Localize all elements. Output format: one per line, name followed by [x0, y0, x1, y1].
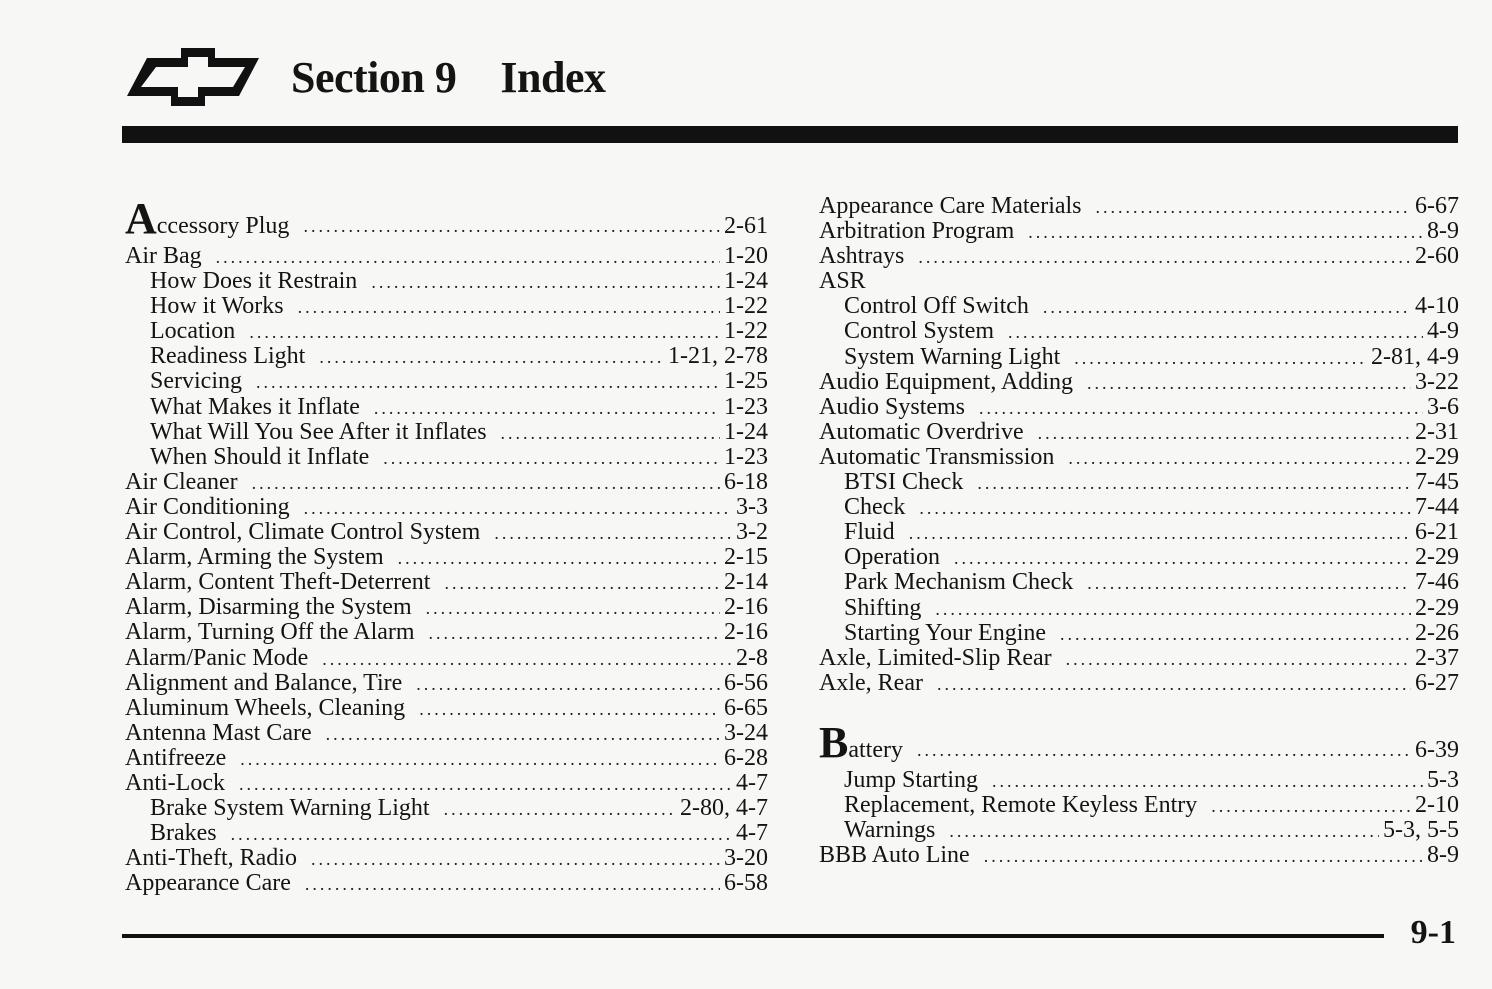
index-subentry: [125, 796, 768, 821]
entry-page-ref: 6-21: [1415, 519, 1459, 546]
dot-leader: [239, 772, 732, 797]
entry-label: What Makes it Inflate: [150, 393, 360, 420]
dot-leader: [917, 732, 1411, 768]
entry-page-ref: 6-39: [1415, 736, 1459, 763]
index-subentry: [125, 294, 768, 319]
entry-label: Axle, Rear: [819, 669, 923, 696]
index-subentry: [819, 345, 1459, 370]
entry-label: Audio Equipment, Adding: [819, 368, 1073, 395]
entry-page-ref: 2-10: [1415, 791, 1459, 818]
dot-leader: [249, 320, 720, 345]
dot-leader: [326, 722, 720, 747]
entry-page-ref: 4-9: [1427, 318, 1459, 345]
index-entry: [125, 846, 768, 871]
entry-label: BBB Auto Line: [819, 842, 970, 869]
entry-label: Automatic Transmission: [819, 443, 1055, 470]
entry-page-ref: 6-18: [724, 468, 768, 495]
entry-page-ref: 1-21, 2-78: [668, 343, 768, 370]
dot-leader: [949, 819, 1379, 844]
dot-leader: [298, 295, 720, 320]
dot-leader: [416, 672, 720, 697]
dot-leader: [984, 844, 1423, 869]
entry-label: Arbitration Program: [819, 218, 1015, 245]
entry-label: Air Control, Climate Control System: [125, 519, 481, 546]
index-entry: [819, 420, 1459, 445]
dot-leader: [311, 847, 720, 872]
entry-page-ref: 8-9: [1427, 842, 1459, 869]
index-subentry: [125, 420, 768, 445]
dot-leader: [231, 822, 732, 847]
entry-label: Control System: [844, 318, 995, 345]
index-entry: [125, 620, 768, 645]
dot-leader: [240, 747, 720, 772]
index-subentry: [819, 470, 1459, 495]
entry-page-ref: 1-24: [724, 418, 768, 445]
dot-leader: [494, 521, 732, 546]
entry-label: Warnings: [844, 817, 936, 844]
index-column-left: [125, 194, 768, 896]
index-entry: [819, 244, 1459, 269]
entry-label-rest: ccessory Plug: [156, 213, 290, 239]
footer-rule: [122, 934, 1384, 938]
entry-label: Brakes: [150, 820, 217, 847]
index-entry: [125, 545, 768, 570]
entry-label: BTSI Check: [844, 469, 964, 496]
letter-initial: B: [819, 717, 849, 767]
entry-page-ref: 2-31: [1415, 418, 1459, 445]
entry-label: ASR: [819, 268, 866, 295]
dot-leader: [426, 596, 720, 621]
dot-leader: [1060, 622, 1411, 647]
dot-leader: [909, 521, 1411, 546]
dot-leader: [398, 546, 720, 571]
index-subentry: [819, 818, 1459, 843]
entry-page-ref: 6-58: [724, 870, 768, 897]
dot-leader: [1068, 446, 1411, 471]
entry-label: Anti-Theft, Radio: [125, 845, 297, 872]
index-subentry: [125, 319, 768, 344]
dot-leader: [977, 471, 1411, 496]
entry-label: Alignment and Balance, Tire: [125, 669, 403, 696]
dot-leader: [1096, 195, 1411, 220]
index-entry: [125, 520, 768, 545]
entry-label: Brake System Warning Light: [150, 795, 430, 822]
index-subentry: [125, 369, 768, 394]
index-subentry: [819, 520, 1459, 545]
entry-page-ref: 2-29: [1415, 594, 1459, 621]
dot-leader: [918, 245, 1411, 270]
dot-leader: [383, 446, 720, 471]
dot-leader: [1043, 295, 1411, 320]
index-entry: [125, 646, 768, 671]
dot-leader: [919, 496, 1411, 521]
entry-page-ref: 6-67: [1415, 193, 1459, 219]
entry-label: Servicing: [150, 368, 242, 395]
dot-leader: [444, 797, 676, 822]
index-entry: [125, 746, 768, 771]
entry-label: Axle, Limited-Slip Rear: [819, 644, 1052, 671]
header-rule: [122, 126, 1458, 143]
letter-initial: A: [125, 194, 157, 243]
entry-label: Aluminum Wheels, Cleaning: [125, 694, 406, 721]
entry-label: How Does it Restrain: [150, 268, 358, 295]
entry-label: Location: [150, 318, 236, 345]
entry-page-ref: 2-61: [724, 213, 768, 239]
index-subentry: [819, 545, 1459, 570]
entry-label: How it Works: [150, 293, 284, 320]
index-entry: [819, 194, 1459, 219]
entry-label: Anti-Lock: [125, 769, 225, 796]
index-subentry: [125, 344, 768, 369]
index-subentry: [819, 768, 1459, 793]
index-entry: [125, 470, 768, 495]
dot-leader: [992, 769, 1423, 794]
entry-page-ref: 4-10: [1415, 293, 1459, 320]
entry-label: Control Off Switch: [844, 293, 1029, 320]
entry-label: Air Conditioning: [125, 493, 290, 520]
dot-leader: [954, 546, 1411, 571]
index-subentry: [819, 570, 1459, 595]
dot-leader: [501, 421, 720, 446]
entry-page-ref: 2-14: [724, 569, 768, 596]
entry-page-ref: 3-24: [724, 719, 768, 746]
entry-page-ref: 2-16: [724, 594, 768, 621]
entry-label: Starting Your Engine: [844, 619, 1047, 646]
dot-leader: [979, 396, 1423, 421]
index-entry: [125, 244, 768, 269]
entry-page-ref: 6-28: [724, 744, 768, 771]
dot-leader: [1028, 220, 1423, 245]
index-entry: [125, 495, 768, 520]
entry-label: Automatic Overdrive: [819, 418, 1024, 445]
index-entry: [819, 646, 1459, 671]
dot-leader: [1211, 794, 1411, 819]
index-subentry: [819, 621, 1459, 646]
entry-label: Alarm, Arming the System: [125, 544, 384, 571]
index-entry: [125, 721, 768, 746]
index-subentry: [819, 319, 1459, 344]
entry-page-ref: 6-27: [1415, 669, 1459, 696]
entry-page-ref: 2-15: [724, 544, 768, 571]
entry-label: Jump Starting: [844, 766, 979, 793]
entry-page-ref: 5-3, 5-5: [1383, 817, 1459, 844]
entry-page-ref: 2-16: [724, 619, 768, 646]
entry-page-ref: 1-25: [724, 368, 768, 395]
index-entry: [125, 771, 768, 796]
page-title: Index: [500, 52, 606, 102]
entry-page-ref: 2-81, 4-9: [1371, 343, 1459, 370]
entry-label: Operation: [844, 544, 940, 571]
index-subentry: [819, 495, 1459, 520]
entry-page-ref: 2-29: [1415, 544, 1459, 571]
dot-leader: [322, 647, 732, 672]
dot-leader: [1087, 371, 1411, 396]
entry-page-ref: 1-22: [724, 293, 768, 320]
page-number: 9-1: [1410, 914, 1456, 951]
entry-label: Audio Systems: [819, 393, 966, 420]
entry-page-ref: 3-2: [736, 519, 768, 546]
dot-leader: [1066, 647, 1411, 672]
entry-label-rest: attery: [848, 736, 903, 763]
entry-label: System Warning Light: [844, 343, 1061, 370]
entry-label: Appearance Care Materials: [819, 193, 1082, 219]
dot-leader: [304, 496, 732, 521]
index-entry: [819, 219, 1459, 244]
dot-leader: [256, 370, 720, 395]
entry-label: Shifting: [844, 594, 922, 621]
entry-label: Ashtrays: [819, 243, 905, 270]
entry-label: Park Mechanism Check: [844, 569, 1074, 596]
entry-page-ref: 7-45: [1415, 469, 1459, 496]
index-entry: [125, 696, 768, 721]
entry-page-ref: 4-7: [736, 769, 768, 796]
entry-label: Antenna Mast Care: [125, 719, 312, 746]
index-subentry: [819, 294, 1459, 319]
entry-page-ref: 2-26: [1415, 619, 1459, 646]
entry-page-ref: 5-3: [1427, 766, 1459, 793]
entry-page-ref: 1-23: [724, 443, 768, 470]
dot-leader: [252, 471, 720, 496]
entry-label: [819, 717, 903, 768]
entry-page-ref: 2-29: [1415, 443, 1459, 470]
index-entry: [819, 671, 1459, 696]
entry-label: What Will You See After it Inflates: [150, 418, 487, 445]
dot-leader: [419, 697, 720, 722]
entry-page-ref: 2-8: [736, 644, 768, 671]
index-entry: [125, 671, 768, 696]
index-entry: [819, 445, 1459, 470]
dot-leader: [429, 621, 720, 646]
entry-page-ref: 3-6: [1427, 393, 1459, 420]
index-subentry: [125, 821, 768, 846]
entry-page-ref: 8-9: [1427, 218, 1459, 245]
entry-label: When Should it Inflate: [150, 443, 370, 470]
dot-leader: [1074, 346, 1367, 371]
entry-label: Appearance Care: [125, 870, 291, 897]
index-entry: [819, 395, 1459, 420]
entry-page-ref: 2-60: [1415, 243, 1459, 270]
section-gap: [819, 696, 1459, 718]
entry-page-ref: 1-20: [724, 243, 768, 269]
entry-label: [125, 194, 290, 244]
entry-label: Antifreeze: [125, 744, 227, 771]
index-entry: [819, 370, 1459, 395]
entry-page-ref: 7-44: [1415, 494, 1459, 521]
dot-leader: [216, 245, 720, 270]
section-label: Section 9: [291, 52, 457, 102]
index-subentry: [125, 395, 768, 420]
entry-page-ref: 3-3: [736, 493, 768, 520]
entry-page-ref: 7-46: [1415, 569, 1459, 596]
index-subentry: [125, 445, 768, 470]
dot-leader: [937, 672, 1411, 697]
page-header: [125, 42, 605, 112]
entry-label: Replacement, Remote Keyless Entry: [844, 791, 1198, 818]
entry-page-ref: 2-37: [1415, 644, 1459, 671]
entry-label: Check: [844, 494, 906, 521]
index-entry: [819, 843, 1459, 868]
entry-label: Air Bag: [125, 243, 202, 269]
dot-leader: [1008, 320, 1423, 345]
dot-leader: [305, 872, 720, 897]
index-subentry: [125, 269, 768, 294]
index-entry: [819, 718, 1459, 768]
entry-page-ref: 3-22: [1415, 368, 1459, 395]
index-entry: [819, 269, 1459, 294]
entry-label: Air Cleaner: [125, 468, 238, 495]
entry-page-ref: 6-56: [724, 669, 768, 696]
entry-page-ref: 3-20: [724, 845, 768, 872]
dot-leader: [935, 597, 1411, 622]
dot-leader: [319, 345, 664, 370]
entry-label: Fluid: [844, 519, 895, 546]
entry-page-ref: 4-7: [736, 820, 768, 847]
index-subentry: [819, 793, 1459, 818]
dot-leader: [371, 270, 720, 295]
entry-label: Alarm, Turning Off the Alarm: [125, 619, 415, 646]
dot-leader: [1087, 571, 1411, 596]
index-entry: [125, 194, 768, 244]
entry-label: Alarm, Disarming the System: [125, 594, 412, 621]
dot-leader: [303, 208, 720, 244]
entry-page-ref: 1-23: [724, 393, 768, 420]
index-subentry: [819, 596, 1459, 621]
index-entry: [125, 871, 768, 896]
entry-page-ref: 1-24: [724, 268, 768, 295]
entry-page-ref: 2-80, 4-7: [680, 795, 768, 822]
index-entry: [125, 570, 768, 595]
dot-leader: [444, 571, 720, 596]
dot-leader: [374, 396, 720, 421]
entry-label: Readiness Light: [150, 343, 306, 370]
entry-label: Alarm/Panic Mode: [125, 644, 309, 671]
entry-label: Alarm, Content Theft-Deterrent: [125, 569, 431, 596]
bowtie-emblem-icon: [125, 46, 261, 108]
entry-page-ref: 6-65: [724, 694, 768, 721]
index-column-right: [819, 194, 1459, 868]
index-entry: [125, 595, 768, 620]
dot-leader: [1038, 421, 1411, 446]
entry-page-ref: 1-22: [724, 318, 768, 345]
